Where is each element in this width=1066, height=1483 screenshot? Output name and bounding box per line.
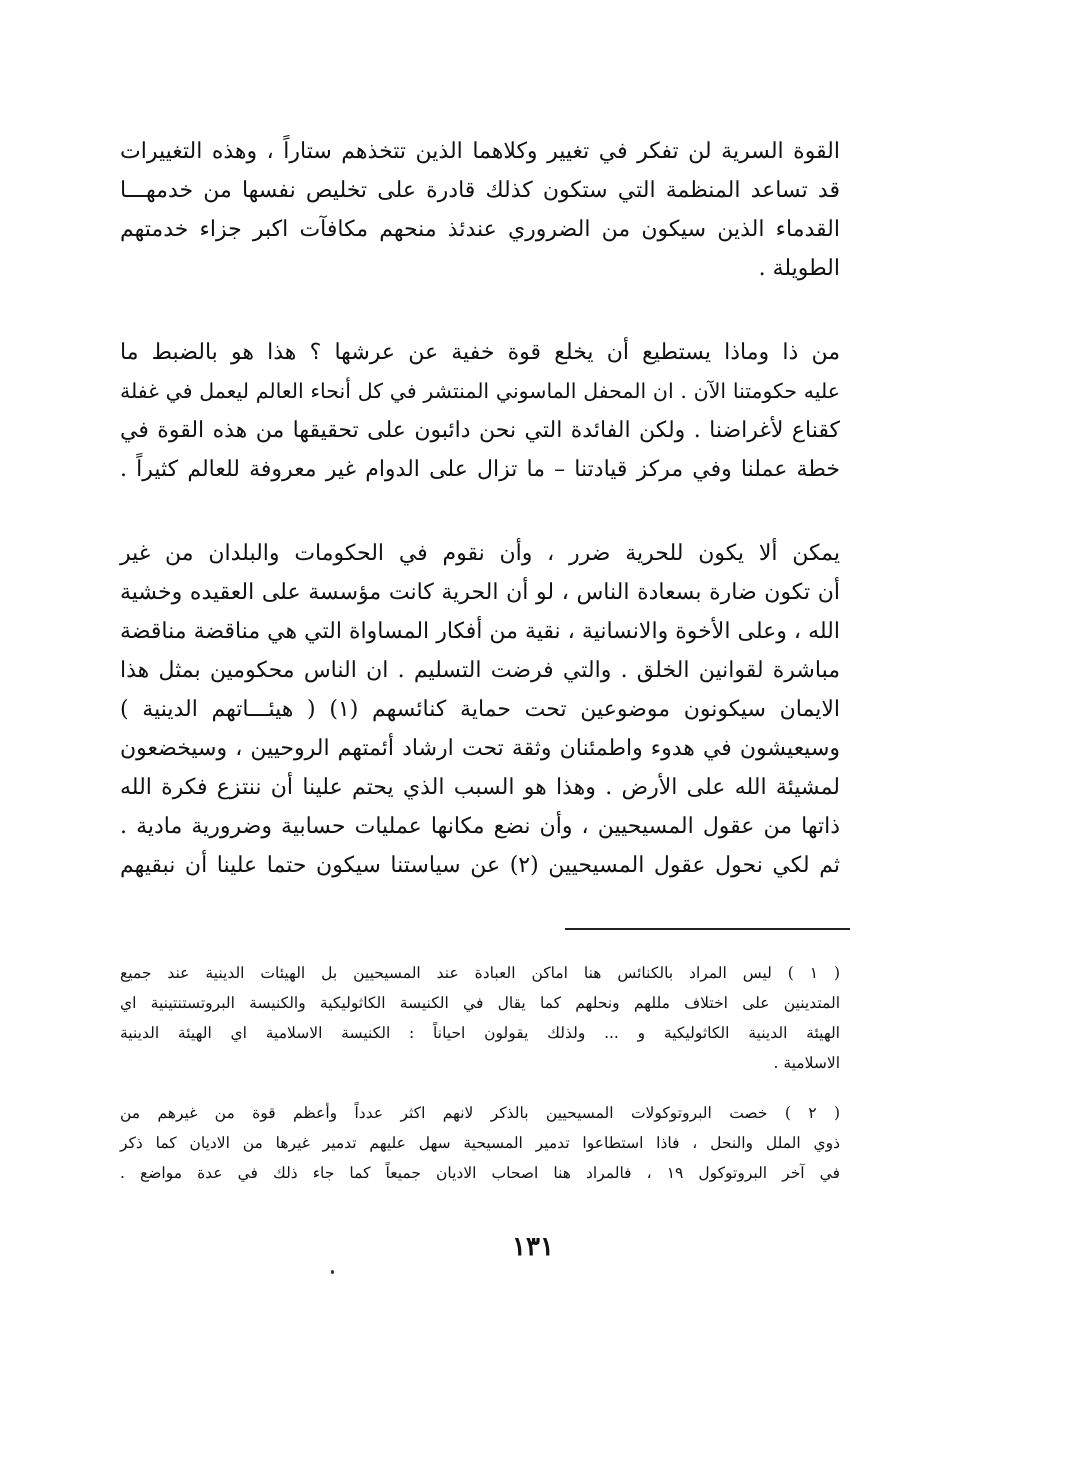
- text-line: الله ، وعلى الأخوة والانسانية ، نقية من أفكار المساواة التي هي مناقضة مناقضة: [120, 619, 840, 644]
- footnote-2: [120, 1098, 840, 1188]
- footnote-separator: [565, 928, 850, 930]
- footnote-line: ( ١ ) ليس المراد بالكنائس هنا اماكن العبادة عند المسيحيين بل الهيئات الدينية عند جميع: [120, 964, 840, 982]
- text-line: ذاتها من عقول المسيحيين ، وأن نضع مكانها عمليات حسابية وضرورية مادية .: [120, 814, 840, 839]
- text-line: كقناع لأغراضنا . ولكن الفائدة التي نحن دائبون على تحقيقها من هذه القوة في: [120, 418, 840, 443]
- text-line: القوة السرية لن تفكر في تغيير وكلاهما الذين تتخذهم ستاراً ، وهذه التغييرات: [120, 139, 840, 164]
- paragraph-1: [120, 132, 840, 288]
- text-line: وسيعيشون في هدوء واطمئنان وثقة تحت ارشاد أئمتهم الروحيين ، وسيخضعون: [120, 736, 840, 761]
- paragraph-2: [120, 333, 840, 489]
- text-line: من ذا وماذا يستطيع أن يخلع قوة خفية عن عرشها ؟ هذا هو بالضبط ما: [120, 340, 840, 365]
- paragraph-3: [120, 534, 840, 885]
- text-line: خطة عملنا وفي مركز قيادتنا – ما تزال على الدوام غير معروفة للعالم كثيراً .: [120, 457, 840, 482]
- footnote-line: في آخر البروتوكول ١٩ ، فالمراد هنا اصحاب الاديان جميعاً كما جاء ذلك في عدة مواضع .: [120, 1164, 840, 1182]
- text-line: ثم لكي نحول عقول المسيحيين (٢) عن سياستنا سيكون حتما علينا أن نبقيهم: [120, 853, 840, 878]
- text-line: أن تكون ضارة بسعادة الناس ، لو أن الحرية كانت مؤسسة على العقيده وخشية: [120, 580, 840, 605]
- text-line: القدماء الذين سيكون من الضروري عندئذ منحهم مكافآت اكبر جزاء خدمتهم: [120, 217, 840, 242]
- text-line: لمشيئة الله على الأرض . وهذا هو السبب الذي يحتم علينا أن ننتزع فكرة الله: [120, 775, 840, 800]
- ink-speck: [331, 1270, 334, 1274]
- footnote-line: المتدينين على اختلاف مللهم ونحلهم كما يقال في الكنيسة الكاثوليكية والكنيسة البروتستنتينية اي: [120, 994, 840, 1012]
- text-line: الطويلة .: [758, 256, 840, 281]
- footnote-line: ذوي الملل والنحل ، فاذا استطاعوا تدمير المسيحية سهل عليهم تدمير غيرها من الاديان كما ذكر: [120, 1134, 840, 1152]
- footnote-1: [120, 958, 840, 1078]
- text-line: مباشرة لقوانين الخلق . والتي فرضت التسليم . ان الناس محكومين بمثل هذا: [120, 658, 840, 683]
- text-line: قد تساعد المنظمة التي ستكون كذلك قادرة على تخليص نفسها من خدمهـــا: [120, 178, 840, 203]
- text-line: يمكن ألا يكون للحرية ضرر ، وأن نقوم في الحكومات والبلدان من غير: [120, 541, 840, 566]
- footnote-line: ( ٢ ) خصت البروتوكولات المسيحيين بالذكر لانهم اكثر عدداً وأعظم قوة من غيرهم من: [120, 1104, 840, 1122]
- footnote-line: الاسلامية .: [773, 1054, 840, 1072]
- text-line: عليه حكومتنا الآن . ان المحفل الماسوني المنتشر في كل أنحاء العالم ليعمل في غفلة: [120, 379, 840, 403]
- footnote-line: الهيئة الدينية الكاثوليكية و ... ولذلك يقولون احياناً : الكنيسة الاسلامية اي الهيئة الدينية: [120, 1024, 840, 1042]
- page-number: ١٣١: [512, 1232, 554, 1262]
- text-line: الايمان سيكونون موضوعين تحت حماية كنائسهم (١) ( هيئـــاتهم الدينية ): [120, 697, 840, 722]
